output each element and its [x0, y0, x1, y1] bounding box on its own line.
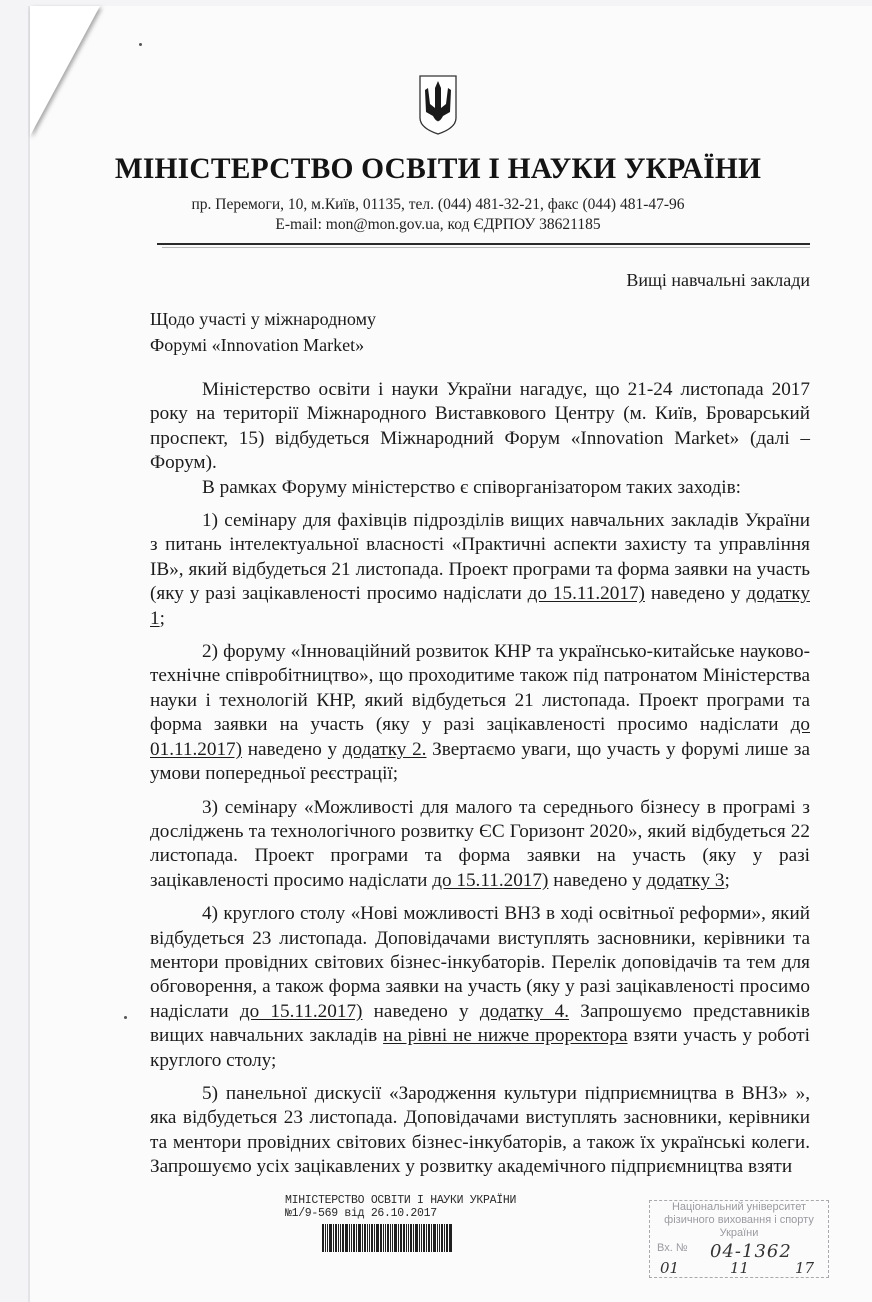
barcode-bar	[423, 1224, 425, 1252]
recipient: Вищі навчальні заклади	[626, 270, 810, 290]
barcode-bar	[387, 1224, 389, 1252]
barcode-bar	[426, 1224, 427, 1252]
barcode-bar	[441, 1224, 443, 1252]
barcode-bar	[449, 1224, 452, 1252]
registration-number: №1/9-569 від 26.10.2017	[285, 1206, 437, 1220]
barcode-bar	[364, 1224, 366, 1252]
barcode-bar	[340, 1224, 341, 1252]
document-page	[28, 6, 872, 1302]
item-text: наведено у	[644, 583, 747, 605]
item-text: Запрошуємо представників вищих навчальних закладів	[150, 1000, 810, 1047]
barcode-bar	[446, 1224, 448, 1252]
barcode-bar	[374, 1224, 375, 1252]
event-item-5	[150, 1082, 810, 1180]
barcode-bar	[400, 1224, 402, 1252]
barcode-bar	[353, 1224, 355, 1252]
deadline: до 01.11.2017)	[150, 714, 810, 760]
ministry-contacts: E-mail: mon@mon.gov.ua, код ЄДРПОУ 38621185	[275, 216, 601, 233]
item-text: наведено у	[548, 869, 647, 891]
level-requirement: на рівні не нижче проректора	[383, 1025, 628, 1047]
barcode-bar	[398, 1224, 399, 1252]
barcode-bar	[406, 1224, 407, 1252]
incoming-org-line-1: Національний університет	[671, 1200, 806, 1213]
item-text: взяти участь у роботі круглого столу;	[150, 1025, 810, 1071]
scan-speck	[139, 43, 142, 46]
ministry-title: МІНІСТЕРСТВО ОСВІТИ І НАУКИ УКРАЇНИ	[114, 153, 762, 185]
barcode-bar	[428, 1224, 430, 1252]
barcode-bar	[325, 1224, 326, 1252]
folded-corner	[30, 6, 100, 136]
subject-line-1: Щодо участі у міжнародному	[150, 309, 376, 329]
intro-text: Міністерство освіти і науки України нагадує, що 21-24 листопада 2017 року на території Міжнародного Виставкового Центру (м. Київ, Броварський проспект, 15) відбудеться Міжнародний Форум «Innovation Market» (далі – Форум).	[150, 379, 810, 474]
barcode-bar	[345, 1224, 348, 1252]
scan-speck	[124, 1016, 127, 1019]
barcode-bar	[322, 1224, 324, 1252]
incoming-month: 11	[730, 1258, 750, 1277]
barcode-bar	[415, 1224, 418, 1252]
barcode-bar	[431, 1224, 432, 1252]
barcode-bar	[333, 1224, 334, 1252]
annex-reference: додатку 4.	[479, 1000, 570, 1022]
item-text: 1) семінару для фахівців підрозділів вищих навчальних закладів України з питань інтелектуальної власності «Практичні аспекти захисту та управління ІВ», який відбудеться 21 листопада. Проект програми та форма заявки на участь (яку у разі зацікавленості просимо надіслати	[150, 510, 810, 605]
subject	[150, 306, 810, 358]
item-text: 2) форуму «Інноваційний розвиток КНР та українсько-китайське науково-технічне співробітництво», що проходитиме також під патронатом Міністерства науки і технологій КНР, який відбудеться 21 листопада. Проект програми та форма заявки на участь (яку у разі зацікавленості просимо надіслати	[150, 641, 810, 736]
deadline: до 15.11.2017)	[527, 583, 645, 605]
letterhead-divider	[157, 243, 810, 245]
item-text: наведено у	[242, 738, 343, 760]
annex-reference: додатку 2.	[342, 738, 427, 760]
item-text: ;	[724, 869, 730, 891]
barcode-bar	[437, 1224, 438, 1252]
frame-text: В рамках Форуму міністерство є співорганізатором таких заходів:	[202, 476, 741, 498]
trident-icon	[418, 74, 458, 136]
barcode-bar	[342, 1224, 344, 1252]
deadline: до 15.11.2017)	[239, 1000, 363, 1022]
barcode-bar	[327, 1224, 328, 1252]
barcode-bar	[367, 1224, 368, 1252]
item-text: 4) круглого столу «Нові можливості ВНЗ в ході освітньої реформи», який відбудеться 23 листопада. Доповідачами виступлять засновники, керівники та ментори провідних світових бізнес-інкубаторів. Перелік доповідачів та тем для обговорення, а також форма заявки на участь (яку у разі зацікавленості просимо надіслати	[150, 903, 810, 1022]
barcode-bar	[392, 1224, 393, 1252]
barcode-bar	[376, 1224, 379, 1252]
event-item-3	[150, 796, 810, 894]
barcode-bar	[383, 1224, 384, 1252]
incoming-day: 01	[660, 1258, 680, 1277]
document-content	[114, 6, 815, 1286]
item-text: наведено у	[362, 1000, 480, 1022]
barcode-bar	[351, 1224, 352, 1252]
barcode-bar	[439, 1224, 440, 1252]
barcode-bar	[394, 1224, 397, 1252]
ministry-address: пр. Перемоги, 10, м.Київ, 01135, тел. (044) 481-32-21, факс (044) 481-47-96	[191, 196, 685, 213]
incoming-org-line-2: фізичного виховання і спорту	[664, 1213, 814, 1226]
barcode-bar	[390, 1224, 391, 1252]
item-text: ;	[159, 607, 165, 629]
barcode-bar	[408, 1224, 409, 1252]
annex-reference: додатку 3	[646, 869, 725, 891]
event-item-1	[150, 509, 810, 631]
event-item-4	[150, 902, 810, 1073]
incoming-label: Вх. №	[657, 1241, 688, 1254]
incoming-year: 17	[795, 1258, 815, 1277]
item-text: 3) семінару «Можливості для малого та середнього бізнесу в програмі з досліджень та технологічного розвитку ЄС Горизонт 2020», який відбудеться 22 листопада. Проект програми та форма заявки на участь (яку у разі зацікавленості просимо надіслати	[150, 796, 810, 891]
barcode-bar	[338, 1224, 339, 1252]
barcode-bar	[419, 1224, 420, 1252]
barcode-bar	[380, 1224, 382, 1252]
annex-reference: додатку 1	[150, 583, 810, 629]
barcode-bar	[369, 1224, 370, 1252]
subject-line-2: Форумі «Innovation Market»	[150, 335, 365, 355]
frame-paragraph	[150, 476, 810, 500]
barcode-bar	[433, 1224, 436, 1252]
barcode-bar	[362, 1224, 363, 1252]
item-text: Звертаємо уваги, що участь у форумі лише за умови попередньої реєстрації;	[150, 738, 810, 785]
barcode-bar	[358, 1224, 361, 1252]
incoming-number: 04-1362	[710, 1240, 792, 1262]
barcode-bar	[444, 1224, 445, 1252]
barcode-bar	[413, 1224, 414, 1252]
barcode-bar	[385, 1224, 386, 1252]
document-footer	[150, 1193, 815, 1286]
intro-paragraph	[150, 378, 810, 476]
item-text: 5) панельної дискусії «Зародження культури підприємництва в ВНЗ» », яка відбудеться 23 листопада. Доповідачами виступлять засновники, керівники та ментори провідних світових бізнес-інкубаторів, а також їх українські колеги. Запрошуємо усіх зацікавлених у розвитку академічного підприємництва взяти	[150, 1082, 810, 1178]
letterhead-divider-group	[157, 243, 810, 248]
barcode-icon	[322, 1224, 484, 1252]
letterhead-emblem	[30, 6, 872, 141]
barcode-bar	[356, 1224, 357, 1252]
barcode-bar	[329, 1224, 332, 1252]
registration-org: МІНІСТЕРСТВО ОСВІТИ І НАУКИ УКРАЇНИ	[285, 1193, 517, 1207]
barcode-bar	[349, 1224, 350, 1252]
letterhead-divider-shadow	[162, 247, 810, 248]
barcode-bar	[335, 1224, 337, 1252]
barcode-bar	[403, 1224, 405, 1252]
event-item-2	[150, 640, 810, 786]
barcode-bar	[410, 1224, 412, 1252]
registration-stamp	[285, 1194, 516, 1220]
incoming-org-line-3: України	[719, 1226, 759, 1239]
deadline: до 15.11.2017)	[432, 869, 549, 891]
barcode-bar	[371, 1224, 373, 1252]
barcode-bar	[421, 1224, 422, 1252]
